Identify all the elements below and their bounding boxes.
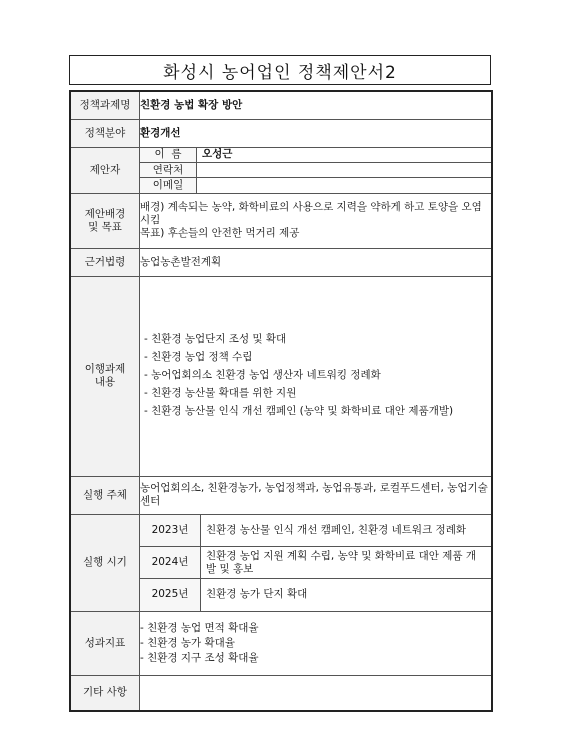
tasks-label-line1: 이행과제	[84, 363, 126, 375]
row-policy-title	[70, 91, 492, 119]
contact-label: 연락처	[140, 163, 197, 178]
task-item: - 친환경 농업단지 조성 및 확대	[144, 333, 287, 345]
schedule-year: 2024년	[140, 547, 201, 579]
schedule-row	[140, 547, 491, 579]
row-other	[70, 675, 492, 711]
other-label: 기타 사항	[70, 675, 140, 711]
row-executor	[70, 476, 492, 514]
background-value	[140, 193, 493, 248]
legal-basis-value: 농업농촌발전계획	[140, 248, 493, 276]
indicator-item: - 친환경 농가 확대율	[140, 636, 235, 649]
background-label-line2: 및 목표	[88, 220, 122, 233]
background-label	[70, 193, 140, 248]
policy-field-value: 환경개선	[140, 119, 493, 147]
indicator-item: - 친환경 지구 조성 확대율	[140, 651, 259, 664]
tasks-label	[70, 276, 140, 476]
policy-title-label: 정책과제명	[70, 91, 140, 119]
background-text: 배경) 계속되는 농약, 화학비료의 사용으로 지력을 약하게 하고 토양을 오염 시킴	[140, 201, 482, 226]
task-item: - 농어업회의소 친환경 농업 생산자 네트워킹 정례화	[144, 369, 381, 381]
task-item: - 친환경 농업 정책 수립	[144, 351, 253, 363]
schedule-row	[140, 515, 491, 547]
legal-basis-label: 근거법령	[70, 248, 140, 276]
schedule-details	[140, 514, 493, 611]
goal-text: 목표) 후손들의 안전한 먹거리 제공	[140, 227, 300, 239]
row-indicators	[70, 611, 492, 675]
name-label: 이 름	[140, 148, 197, 163]
email-value	[197, 178, 492, 193]
schedule-label: 실행 시기	[70, 514, 140, 611]
email-label: 이메일	[140, 178, 197, 193]
row-legal-basis	[70, 248, 492, 276]
schedule-row	[140, 579, 491, 611]
schedule-year: 2023년	[140, 515, 201, 547]
schedule-subtable	[140, 515, 491, 611]
name-value: 오성근	[197, 148, 492, 163]
policy-field-label: 정책분야	[70, 119, 140, 147]
executor-value: 농어업회의소, 친환경농가, 농업정책과, 농업유통과, 로컬푸드센터, 농업기술센터	[140, 476, 493, 514]
schedule-text: 친환경 농업 지원 계획 수립, 농약 및 화학비료 대안 제품 개발 및 홍보	[201, 547, 492, 579]
row-policy-field	[70, 119, 492, 147]
tasks-list	[140, 332, 491, 418]
document-title: 화성시 농어업인 정책제안서2	[69, 55, 491, 85]
row-tasks	[70, 276, 492, 476]
indicator-item: - 친환경 농업 면적 확대율	[140, 621, 259, 634]
proposer-label: 제안자	[70, 147, 140, 193]
schedule-text: 친환경 농가 단지 확대	[201, 579, 492, 611]
row-background	[70, 193, 492, 248]
proposer-subtable	[140, 148, 491, 193]
schedule-text: 친환경 농산물 인식 개선 캠페인, 친환경 네트워크 정례화	[201, 515, 492, 547]
other-value	[140, 675, 493, 711]
proposer-details	[140, 147, 493, 193]
indicators-value	[140, 611, 493, 675]
proposal-table	[69, 90, 493, 712]
schedule-year: 2025년	[140, 579, 201, 611]
row-schedule	[70, 514, 492, 611]
tasks-value	[140, 276, 493, 476]
row-proposer	[70, 147, 492, 193]
background-label-line1: 제안배경	[84, 207, 126, 220]
indicators-label: 성과지표	[70, 611, 140, 675]
contact-value	[197, 163, 492, 178]
policy-title-value: 친환경 농법 확장 방안	[140, 91, 493, 119]
task-item: - 친환경 농산물 인식 개선 캠페인 (농약 및 화학비료 대안 제품개발)	[144, 405, 454, 417]
task-item: - 친환경 농산물 확대를 위한 지원	[144, 387, 297, 399]
tasks-label-line2: 내용	[94, 376, 116, 388]
executor-label: 실행 주체	[70, 476, 140, 514]
